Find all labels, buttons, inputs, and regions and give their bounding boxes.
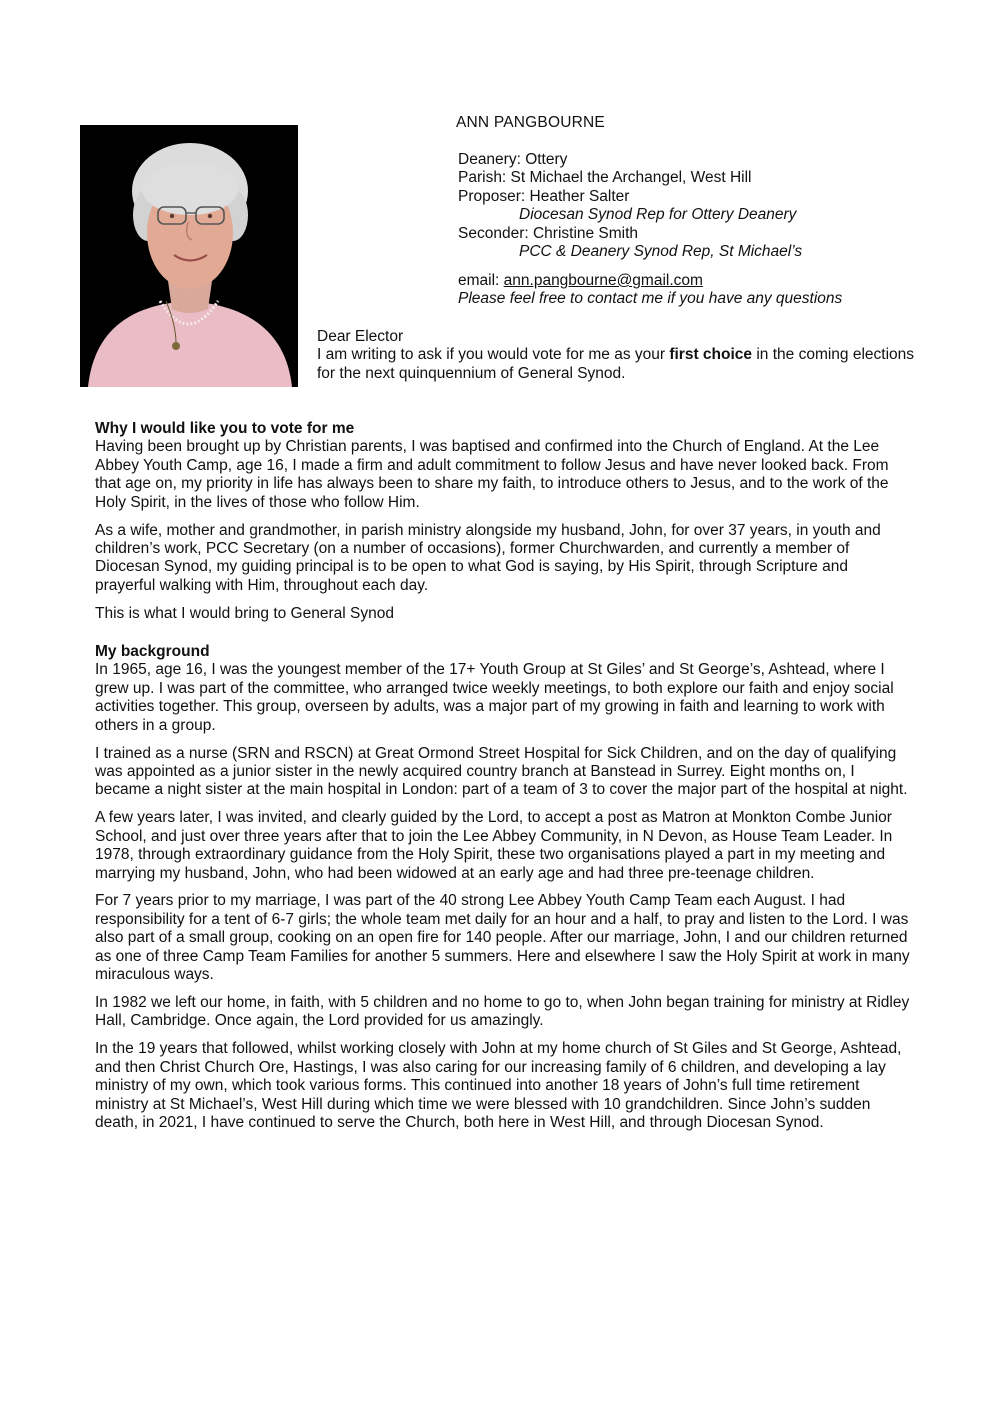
paragraph: Having been brought up by Christian parents, I was baptised and confirmed into the Church of England. At the Lee Abbey Youth Camp, age 16, I made a firm and adult commitment to follow Jesus and have never looked back. From that age on, my priority in life has always been to share my faith, to introduce others to Jesus, and to the work of the Holy Spirit, in the lives of those who follow Him.: [95, 438, 889, 511]
statement-body: [95, 420, 910, 1142]
section-heading: Why I would like you to vote for me: [95, 420, 355, 437]
section-heading: My background: [95, 643, 210, 661]
greeting: [317, 328, 917, 383]
section-why-vote: [95, 420, 910, 623]
salutation: Dear Elector: [317, 328, 404, 345]
seconder: Seconder: Christine Smith: [458, 224, 639, 242]
paragraph: This is what I would bring to General Synod: [95, 604, 394, 622]
paragraph: As a wife, mother and grandmother, in parish ministry alongside my husband, John, for over 37 years, in youth and children’s work, PCC Secretary (on a number of occasions), former Churchwarden, and currently a member of Diocesan Synod, my guiding principal is to be open to what God is saying, by His Spirit, through Scripture and prayerful walking with Him, throughout each day.: [95, 521, 881, 594]
paragraph: In 1965, age 16, I was the youngest member of the 17+ Youth Group at St Giles’ and St George’s, Ashtead, where I grew up. I was part of the committee, who arranged twice weekly meetings, to both explore our faith and enjoy social activities together. This group, overseen by adults, was a major part of my growing in faith and learning to work with others in a group.: [95, 661, 894, 734]
email-link[interactable]: ann.pangbourne@gmail.com: [503, 272, 703, 289]
intro-emphasis: first choice: [669, 346, 753, 364]
candidate-name: ANN PANGBOURNE: [456, 114, 605, 131]
paragraph: In 1982 we left our home, in faith, with 5 children and no home to go to, when John began training for ministry at Ridley Hall, Cambridge. Once again, the Lord provided for us amazingly.: [95, 993, 910, 1030]
intro-paragraph: [317, 346, 917, 383]
deanery: Deanery: Ottery: [458, 151, 568, 168]
proposer: Proposer: Heather Salter: [458, 187, 630, 205]
paragraph: A few years later, I was invited, and clearly guided by the Lord, to accept a post as Matron at Monkton Combe Junior School, and just over three years after that to join the Lee Abbey Community, in N Devon, as House Team Leader. In 1978, through extraordinary guidance from the Holy Spirit, these two organisations played a part in my meeting and marrying my husband, John, who had been widowed at an early age and had three pre-teenage children.: [95, 809, 893, 882]
email-line: [458, 272, 958, 290]
contact-details: [458, 272, 958, 309]
parish: Parish: St Michael the Archangel, West Hill: [458, 169, 752, 187]
intro-text-end: in the coming elections for the next quinquennium of General Synod.: [317, 346, 915, 382]
paragraph: I trained as a nurse (SRN and RSCN) at Great Ormond Street Hospital for Sick Children, and on the day of qualifying was appointed as a junior sister in the newly acquired country branch at Banstead in Surrey. Eight months on, I became a night sister at the main hospital in London: part of a team of 3 to cover the major part of the hospital at night.: [95, 744, 908, 799]
candidate-photo: [80, 125, 298, 387]
proposer-role: Diocesan Synod Rep for Ottery Deanery: [519, 206, 797, 224]
section-background: [95, 643, 910, 1132]
email-label: email:: [458, 272, 504, 289]
seconder-role: PCC & Deanery Synod Rep, St Michael’s: [519, 243, 803, 261]
contact-note: Please feel free to contact me if you have any questions: [458, 290, 843, 308]
nomination-details: [458, 151, 958, 261]
intro-text: I am writing to ask if you would vote for me as your: [317, 346, 670, 364]
paragraph: For 7 years prior to my marriage, I was part of the 40 strong Lee Abbey Youth Camp Team each August. I had responsibility for a tent of 6-7 girls; the whole team met daily for an hour and a half, to pray and listen to the Lord. I was also part of a small group, cooking on an open fire for 140 people. After our marriage, John, I and our children returned as one of three Camp Team Families for another 5 summers. Here and elsewhere I saw the Holy Spirit at work in many miraculous ways.: [95, 892, 910, 984]
paragraph: In the 19 years that followed, whilst working closely with John at my home church of St Giles and St George, Ashtead, and then Christ Church Ore, Hastings, I was also caring for our increasing family of 6 children, and developing a lay ministry of my own, which took various forms. This continued into another 18 years of John’s full time retirement ministry at St Michael’s, West Hill during which time we were blessed with 10 grandchildren. Since John’s sudden death, in 2021, I have continued to serve the Church, both here in West Hill, and through Diocesan Synod.: [95, 1040, 902, 1131]
